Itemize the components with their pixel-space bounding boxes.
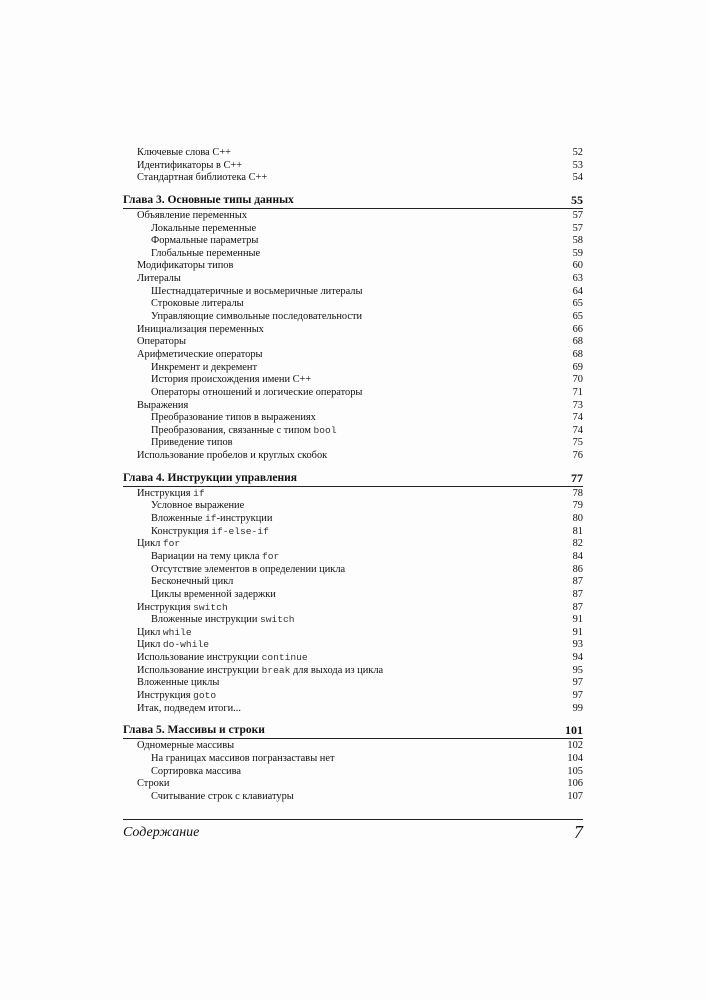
toc-page-number: 87 [572,576,583,588]
toc-title [151,526,269,537]
toc-title [137,336,186,347]
toc-text: Литералы [137,273,181,285]
toc-section[interactable] [123,172,583,185]
toc-subsection[interactable] [123,248,583,261]
footer-title: Содержание [123,825,200,840]
toc-page-number: 86 [572,563,583,575]
toc-page-number: 101 [565,723,583,738]
toc-subsection[interactable] [123,513,583,526]
toc-page-number: 81 [572,525,583,537]
toc-section[interactable] [123,665,583,678]
toc-section[interactable] [123,160,583,173]
toc-title [151,298,244,309]
toc-subsection[interactable] [123,437,583,450]
toc-title [137,639,209,650]
toc-text: Конструкция [151,525,212,537]
toc-page-number: 99 [572,702,583,714]
toc-page-number: 52 [572,147,583,158]
toc-page-number: 79 [572,500,583,512]
toc-page-number: 95 [572,664,583,676]
toc-text: Цикл [137,626,163,638]
toc-code-keyword: break [261,664,291,676]
toc-subsection[interactable] [123,311,583,324]
toc-title [151,551,279,562]
toc-text: -инструкции [216,513,273,525]
toc-text: Использование пробелов и круглых скобок [137,450,328,462]
toc-section[interactable] [123,639,583,652]
toc-chapter-heading[interactable] [123,470,583,487]
toc-section[interactable] [123,778,583,791]
toc-page-number: 74 [572,412,583,424]
toc-title [151,374,311,385]
toc-text: Использование инструкции [137,664,262,676]
toc-page-number: 70 [572,374,583,386]
toc-text: Глава 5. Массивы и строки [123,724,265,737]
toc-page-number: 58 [572,235,583,247]
toc-page-number: 97 [572,677,583,689]
toc-title [137,602,228,613]
toc-page-number: 69 [572,361,583,373]
toc-text: Идентификаторы в C++ [137,159,243,171]
toc-subsection[interactable] [123,526,583,539]
toc-code-keyword: if-else-if [211,525,269,537]
toc-page-number: 77 [571,470,583,485]
page-number: 7 [574,822,583,842]
toc-page-number: 82 [572,538,583,550]
toc-subsection[interactable] [123,551,583,564]
toc-section[interactable] [123,260,583,273]
toc-title [137,778,169,789]
toc-title [137,740,234,751]
toc-spacer [123,463,583,470]
toc-text: Модификаторы типов [137,260,234,272]
toc-page-number: 68 [572,336,583,348]
toc-section[interactable] [123,273,583,286]
toc-page-number: 57 [572,222,583,234]
toc-subsection[interactable] [123,362,583,375]
toc-code-keyword: for [162,538,181,550]
toc-subsection[interactable] [123,286,583,299]
toc-text: Преобразования, связанные с типом [151,424,314,436]
toc-title [151,766,241,777]
toc-title [137,690,216,701]
toc-code-keyword: if [193,487,205,499]
toc-text: Условное выражение [151,500,245,512]
toc-subsection[interactable] [123,564,583,577]
toc-chapter-heading[interactable] [123,192,583,209]
toc-title [123,194,294,206]
toc-page-number: 91 [572,614,583,626]
toc-section[interactable] [123,602,583,615]
toc-page-number: 74 [572,424,583,436]
toc-page-number: 63 [572,273,583,285]
toc-subsection[interactable] [123,425,583,438]
toc-title [151,311,362,322]
toc-text: Приведение типов [151,437,233,449]
toc-title [137,488,205,499]
toc-text: Инструкция [137,689,194,701]
toc-text: Циклы временной задержки [151,588,276,600]
toc-text: Объявление переменных [137,209,248,221]
toc-code-keyword: continue [261,652,308,664]
toc-chapter-heading[interactable] [123,722,583,739]
toc-text: для выхода из цикла [290,664,384,676]
toc-page-number: 57 [572,209,583,221]
toc-page-number: 80 [572,513,583,525]
toc-title [151,286,362,297]
toc-page-number: 65 [572,311,583,323]
toc-title [151,614,295,625]
toc-section[interactable] [123,652,583,665]
toc-page-number: 73 [572,399,583,411]
toc-spacer [123,715,583,722]
toc-text: Преобразование типов в выражениях [151,412,316,424]
toc-subsection[interactable] [123,235,583,248]
toc-text: Считывание строк с клавиатуры [151,790,294,802]
toc-text: Строковые литералы [151,298,244,310]
toc-title [137,273,181,284]
toc-title [137,147,231,158]
toc-subsection[interactable] [123,374,583,387]
toc-title [137,665,383,676]
toc-section[interactable] [123,740,583,753]
toc-title [137,260,233,271]
toc-subsection[interactable] [123,753,583,766]
toc-code-keyword: bool [313,424,337,436]
toc-page-number: 87 [572,588,583,600]
toc-section[interactable] [123,538,583,551]
toc-subsection[interactable] [123,576,583,589]
toc-text: Вложенные инструкции [151,614,260,626]
toc-page-number: 60 [572,260,583,272]
toc-title [151,500,244,511]
toc-title [137,210,247,221]
toc-text: Операторы отношений и логические операторы [151,386,363,398]
toc-text: Управляющие символьные последовательности [151,311,363,323]
toc-title [151,235,258,246]
toc-page-number: 93 [572,639,583,651]
toc-text: Глава 4. Инструкции управления [123,471,298,484]
toc-subsection[interactable] [123,766,583,779]
toc-section[interactable] [123,703,583,716]
toc-text: Строки [137,778,170,790]
toc-section[interactable] [123,349,583,362]
toc-subsection[interactable] [123,387,583,400]
toc-section[interactable] [123,324,583,337]
toc-text: Вложенные циклы [137,677,220,689]
toc-text: Формальные параметры [151,235,259,247]
toc-page-number: 102 [567,740,583,752]
toc-title [137,172,267,183]
table-of-contents [123,147,583,803]
toc-subsection[interactable] [123,412,583,425]
toc-title [123,472,297,484]
toc-text: Цикл [137,538,163,550]
toc-page-number: 105 [567,765,583,777]
toc-page-number: 65 [572,298,583,310]
toc-text: Вариации на тему цикла [151,550,263,562]
toc-page-number: 59 [572,247,583,259]
toc-text: Использование инструкции [137,652,262,664]
toc-code-keyword: switch [260,614,295,626]
toc-title [137,652,308,663]
toc-section[interactable] [123,147,583,160]
toc-code-keyword: for [262,550,280,562]
toc-title [151,362,257,373]
toc-title [151,437,233,448]
toc-title [151,223,256,234]
toc-page-number: 53 [572,159,583,171]
toc-title [137,627,192,638]
toc-title [151,425,337,436]
toc-title [137,400,188,411]
toc-title [137,160,242,171]
toc-title [151,791,294,802]
toc-section[interactable] [123,627,583,640]
toc-page-number: 64 [572,285,583,297]
toc-section[interactable] [123,336,583,349]
toc-code-keyword: do-while [162,639,209,651]
toc-title [151,412,316,423]
toc-text: Шестнадцатеричные и восьмеричные литералы [151,285,363,297]
toc-title [151,564,345,575]
toc-section[interactable] [123,400,583,413]
toc-title [123,724,265,736]
toc-title [137,349,263,360]
toc-text: Локальные переменные [151,222,257,234]
toc-subsection[interactable] [123,589,583,602]
footer-rule [123,819,583,820]
toc-page-number: 104 [567,752,583,764]
toc-code-keyword: if [205,513,217,525]
toc-page-number: 107 [567,790,583,802]
toc-title [151,513,272,524]
toc-page-number: 75 [572,437,583,449]
toc-code-keyword: while [162,626,192,638]
toc-subsection[interactable] [123,298,583,311]
toc-section[interactable] [123,488,583,501]
toc-page-number: 76 [572,450,583,462]
toc-title [151,576,233,587]
toc-page-number: 87 [572,601,583,613]
toc-title [151,753,335,764]
toc-page-number: 97 [572,689,583,701]
toc-title [137,703,241,714]
toc-text: Итак, подведем итоги... [137,702,241,714]
toc-page-number: 91 [572,626,583,638]
toc-title [137,677,219,688]
toc-page-number: 106 [567,778,583,790]
toc-subsection[interactable] [123,614,583,627]
toc-text: Бесконечный цикл [151,576,234,588]
toc-spacer [123,185,583,192]
toc-section[interactable] [123,210,583,223]
toc-text: Инкремент и декремент [151,361,258,373]
toc-text: Ключевые слова C++ [137,147,232,158]
toc-text: Одномерные массивы [137,740,235,752]
toc-text: Инициализация переменных [137,323,264,335]
toc-section[interactable] [123,450,583,463]
toc-title [137,324,264,335]
toc-text: Инструкция [137,487,194,499]
toc-text: Стандартная библиотека C++ [137,172,268,184]
toc-text: История происхождения имени C++ [151,374,312,386]
toc-text: На границах массивов погранзаставы нет [151,752,335,764]
toc-page-number: 71 [572,386,583,398]
toc-section[interactable] [123,677,583,690]
toc-text: Операторы [137,336,186,348]
toc-code-keyword: goto [193,689,217,701]
toc-subsection[interactable] [123,791,583,804]
toc-text: Цикл [137,639,163,651]
toc-title [137,450,327,461]
toc-text: Глобальные переменные [151,247,261,259]
toc-title [151,589,276,600]
toc-title [151,248,260,259]
toc-page-number: 55 [571,192,583,207]
toc-text: Вложенные [151,513,206,525]
toc-text: Глава 3. Основные типы данных [123,193,294,206]
toc-code-keyword: switch [193,601,228,613]
toc-subsection[interactable] [123,500,583,513]
toc-text: Отсутствие элементов в определении цикла [151,563,346,575]
toc-text: Инструкция [137,601,194,613]
toc-text: Арифметические операторы [137,348,263,360]
toc-text: Сортировка массива [151,765,241,777]
toc-title [137,538,180,549]
toc-page-number: 84 [572,550,583,562]
toc-page-number: 68 [572,348,583,360]
toc-page-number: 54 [572,172,583,184]
toc-page-number: 78 [572,487,583,499]
toc-page-number: 66 [572,323,583,335]
toc-title [151,387,362,398]
toc-text: Выражения [137,399,189,411]
toc-section[interactable] [123,690,583,703]
toc-subsection[interactable] [123,223,583,236]
toc-page-number: 94 [572,652,583,664]
